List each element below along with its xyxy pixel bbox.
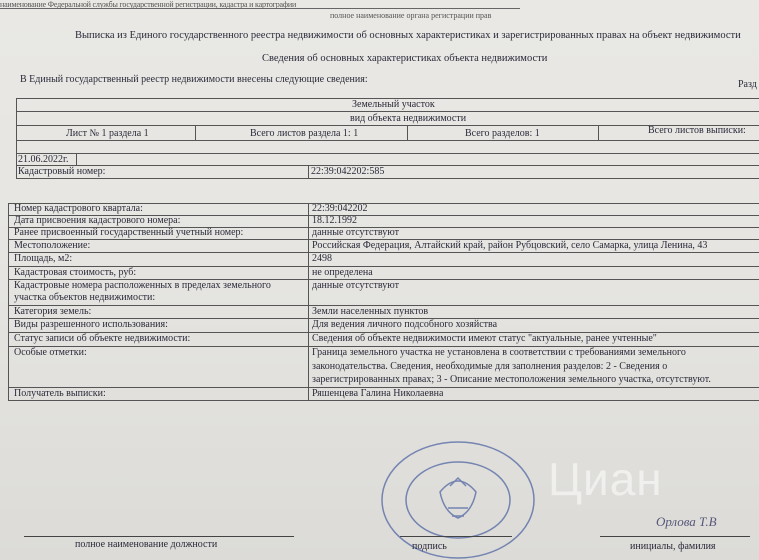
row-label: Местоположение: bbox=[14, 240, 91, 251]
row-value: 22:39:042202 bbox=[312, 203, 368, 214]
object-divider-1 bbox=[16, 111, 759, 112]
row-value: 2498 bbox=[312, 253, 332, 264]
row-label: Ранее присвоенный государственный учетный номер: bbox=[14, 227, 244, 238]
row-label: Площадь, м2: bbox=[14, 253, 73, 264]
row-value: Для ведения личного подсобного хозяйства bbox=[312, 319, 498, 330]
row-label: Дата присвоения кадастрового номера: bbox=[14, 215, 181, 226]
row-label: Номер кадастрового квартала: bbox=[14, 203, 143, 214]
date-cadastral-box bbox=[16, 154, 759, 179]
row-value: не определена bbox=[312, 267, 373, 278]
document-subtitle: Сведения об основных характеристиках объекта недвижимости bbox=[262, 53, 548, 64]
row-label: Кадастровая стоимость, руб: bbox=[14, 267, 137, 278]
row-value-continued: зарегистрированных правах; 3 - Описание местоположения земельного участка, отсутствуют. bbox=[312, 374, 711, 385]
sheet-divider-3 bbox=[598, 125, 599, 140]
row-value: Граница земельного участка не установлена в соответствии с требованиями земельного bbox=[312, 347, 686, 358]
sheet-divider-2 bbox=[407, 125, 408, 140]
row-value-continued: законодательства. Сведения, необходимые для заполнения разделов: 2 - Сведения о bbox=[312, 361, 668, 372]
sheet-divider-1 bbox=[195, 125, 196, 140]
table-column-divider bbox=[308, 203, 309, 401]
cadastral-value: 22:39:042202:585 bbox=[311, 166, 385, 177]
initials-line bbox=[600, 536, 750, 537]
row-value: Ряшенцева Галина Николаевна bbox=[312, 388, 444, 399]
top-strip-text: наименование Федеральной службы государственной регистрации, кадастра и картографии bbox=[0, 0, 297, 8]
row-label: Статус записи об объекте недвижимости: bbox=[14, 333, 191, 344]
position-caption: полное наименование должности bbox=[75, 539, 218, 550]
cadastral-label: Кадастровый номер: bbox=[18, 166, 106, 177]
row-label: Виды разрешенного использования: bbox=[14, 319, 168, 330]
top-strip-line bbox=[0, 8, 520, 9]
intro-text: В Единый государственный реестр недвижимости внесены следующие сведения: bbox=[20, 74, 368, 85]
initials-caption: инициалы, фамилия bbox=[630, 541, 716, 552]
sections-count: Всего разделов: 1 bbox=[465, 128, 540, 139]
row-value: Российская Федерация, Алтайский край, район Рубцовский, село Самарка, улица Ленина, 43 bbox=[312, 240, 708, 251]
cadastral-divider bbox=[308, 165, 309, 179]
signature-line bbox=[400, 536, 512, 537]
authority-caption: полное наименование органа регистрации прав bbox=[330, 11, 492, 20]
object-type: Земельный участок bbox=[352, 99, 435, 110]
section-label: Разд bbox=[738, 79, 757, 90]
total-sheets: Всего листов выписки: bbox=[648, 125, 746, 136]
row-value: 18.12.1992 bbox=[312, 215, 357, 226]
watermark: Циан bbox=[548, 453, 663, 505]
official-stamp-icon bbox=[378, 430, 538, 560]
row-label-continued: участка объектов недвижимости: bbox=[14, 292, 156, 303]
date-divider bbox=[16, 165, 759, 166]
signer-name: Орлова Т.В bbox=[656, 514, 717, 529]
row-label: Кадастровые номера расположенных в пределах земельного bbox=[14, 280, 271, 291]
row-label: Особые отметки: bbox=[14, 347, 87, 358]
signature-caption: подпись bbox=[412, 541, 447, 552]
object-type-caption: вид объекта недвижимости bbox=[350, 113, 467, 124]
sheet-number: Лист № 1 раздела 1 bbox=[66, 128, 149, 139]
row-line-4 bbox=[8, 252, 759, 253]
sheets-in-section: Всего листов раздела 1: 1 bbox=[250, 128, 359, 139]
document-title: Выписка из Единого государственного реестра недвижимости об основных характеристиках и зарегистрированных правах на объект недвижимости bbox=[75, 30, 741, 41]
row-label: Категория земель: bbox=[14, 306, 92, 317]
object-divider-3 bbox=[16, 140, 759, 141]
extract-date: 21.06.2022г. bbox=[18, 154, 69, 165]
row-value: данные отсутствуют bbox=[312, 280, 399, 291]
date-right-edge bbox=[76, 154, 77, 165]
row-label: Получатель выписки: bbox=[14, 388, 106, 399]
position-line bbox=[24, 536, 294, 537]
row-value: Сведения об объекте недвижимости имеют статус "актуальные, ранее учтенные" bbox=[312, 333, 657, 344]
row-value: данные отсутствуют bbox=[312, 227, 399, 238]
row-value: Земли населенных пунктов bbox=[312, 306, 429, 317]
